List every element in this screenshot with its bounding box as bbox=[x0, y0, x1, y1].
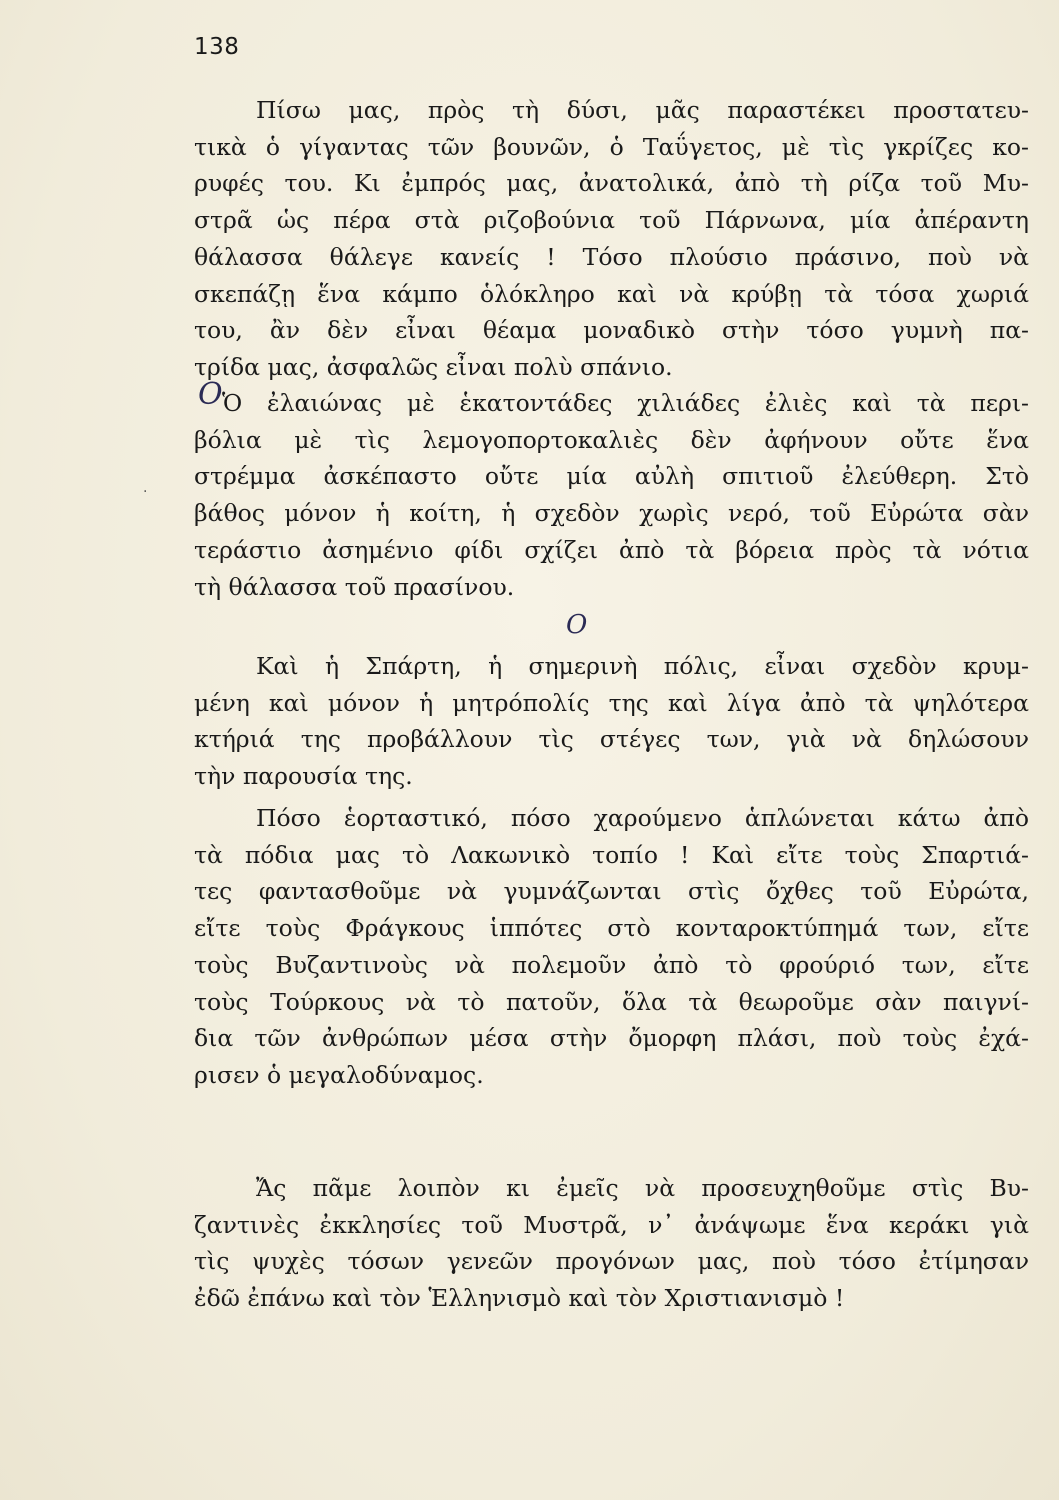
text-line: τικὰ ὁ γίγαντας τῶν βουνῶν, ὁ Ταΰγετος, μὲ τὶς γκρίζες κο- bbox=[194, 132, 1029, 161]
text-line: ἐδῶ ἐπάνω καὶ τὸν Ἑλληνισμὸ καὶ τὸν Χριστιανισμὸ ! bbox=[194, 1284, 845, 1313]
text-line: τὴν παρουσία της. bbox=[194, 762, 413, 791]
text-line: τοὺς Βυζαντινοὺς νὰ πολεμοῦν ἀπὸ τὸ φρούριό των, εἴτε bbox=[194, 950, 1029, 979]
margin-speck: · bbox=[143, 484, 148, 500]
text-line: Ὁ ἐλαιώνας μὲ ἑκατοντάδες χιλιάδες ἐλιὲς καὶ τὰ περι- bbox=[222, 389, 1029, 417]
handwritten-paragraph-mark: O bbox=[198, 377, 223, 412]
text-line: βόλια μὲ τὶς λεμογοπορτοκαλιὲς δὲν ἀφήνουν οὔτε ἕνα bbox=[194, 425, 1029, 454]
text-line: ζαντινὲς ἐκκλησίες τοῦ Μυστρᾶ, ν᾽ ἀνάψωμε ἕνα κεράκι γιὰ bbox=[194, 1210, 1029, 1239]
text-line: τὶς ψυχὲς τόσων γενεῶν προγόνων μας, ποὺ τόσο ἐτίμησαν bbox=[194, 1247, 1029, 1276]
text-line: τρίδα μας, ἀσφαλῶς εἶναι πολὺ σπάνιο. bbox=[194, 352, 673, 381]
paragraph bbox=[194, 648, 1029, 795]
paragraph bbox=[194, 1170, 1029, 1317]
text-line: Ἄς πᾶμε λοιπὸν κι ἐμεῖς νὰ προσευχηθοῦμε στὶς Βυ- bbox=[256, 1174, 1029, 1202]
text-line: βάθος μόνον ἡ κοίτη, ἡ σχεδὸν χωρὶς νερό, τοῦ Εὐρώτα σὰν bbox=[194, 499, 1029, 528]
text-line: στρέμμα ἀσκέπαστο οὔτε μία αὐλὴ σπιτιοῦ ἐλεύθερη. Στὸ bbox=[194, 462, 1029, 491]
paragraph bbox=[194, 385, 1029, 605]
text-line: ρισεν ὁ μεγαλοδύναμος. bbox=[194, 1060, 484, 1089]
text-line: τὰ πόδια μας τὸ Λακωνικὸ τοπίο ! Καὶ εἴτε τοὺς Σπαρτιά- bbox=[194, 840, 1029, 869]
paragraph bbox=[194, 92, 1029, 386]
text-line: τὴ θάλασσα τοῦ πρασίνου. bbox=[194, 572, 515, 601]
text-line: Πίσω μας, πρὸς τὴ δύσι, μᾶς παραστέκει προστατευ- bbox=[256, 96, 1029, 124]
text-line: στρᾶ ὡς πέρα στὰ ριζοβούνια τοῦ Πάρνωνα, μία ἀπέραντη bbox=[194, 206, 1029, 235]
handwritten-paragraph-mark: O bbox=[566, 610, 588, 640]
paragraph bbox=[194, 800, 1029, 1094]
text-line: του, ἂν δὲν εἶναι θέαμα μοναδικὸ στὴν τόσο γυμνὴ πα- bbox=[194, 316, 1029, 345]
text-line: τεράστιο ἀσημένιο φίδι σχίζει ἀπὸ τὰ βόρεια πρὸς τὰ νότια bbox=[194, 535, 1029, 564]
text-line: κτήριά της προβάλλουν τὶς στέγες των, γιὰ νὰ δηλώσουν bbox=[194, 725, 1029, 754]
page-number: 138 bbox=[194, 34, 240, 60]
text-line: σκεπάζῃ ἕνα κάμπο ὁλόκληρο καὶ νὰ κρύβῃ τὰ τόσα χωριά bbox=[194, 279, 1029, 308]
text-line: θάλασσα θάλεγε κανείς ! Τόσο πλούσιο πράσινο, ποὺ νὰ bbox=[194, 242, 1029, 271]
text-line: δια τῶν ἀνθρώπων μέσα στὴν ὄμορφη πλάσι, ποὺ τοὺς ἐχά- bbox=[194, 1024, 1029, 1053]
text-line: ρυφές του. Κι ἐμπρός μας, ἀνατολικά, ἀπὸ τὴ ρίζα τοῦ Μυ- bbox=[194, 169, 1029, 198]
text-line: Πόσο ἑορταστικό, πόσο χαρούμενο ἁπλώνεται κάτω ἀπὸ bbox=[256, 804, 1029, 832]
text-line: εἴτε τοὺς Φράγκους ἱππότες στὸ κονταροκτύπημά των, εἴτε bbox=[194, 914, 1029, 943]
text-line: μένη καὶ μόνον ἡ μητρόπολίς της καὶ λίγα ἀπὸ τὰ ψηλότερα bbox=[194, 688, 1029, 717]
text-line: Καὶ ἡ Σπάρτη, ἡ σημερινὴ πόλις, εἶναι σχεδὸν κρυμ- bbox=[256, 652, 1029, 680]
text-line: τοὺς Τούρκους νὰ τὸ πατοῦν, ὅλα τὰ θεωροῦμε σὰν παιγνί- bbox=[194, 987, 1029, 1016]
text-line: τες φαντασθοῦμε νὰ γυμνάζωνται στὶς ὄχθες τοῦ Εὐρώτα, bbox=[194, 877, 1029, 906]
